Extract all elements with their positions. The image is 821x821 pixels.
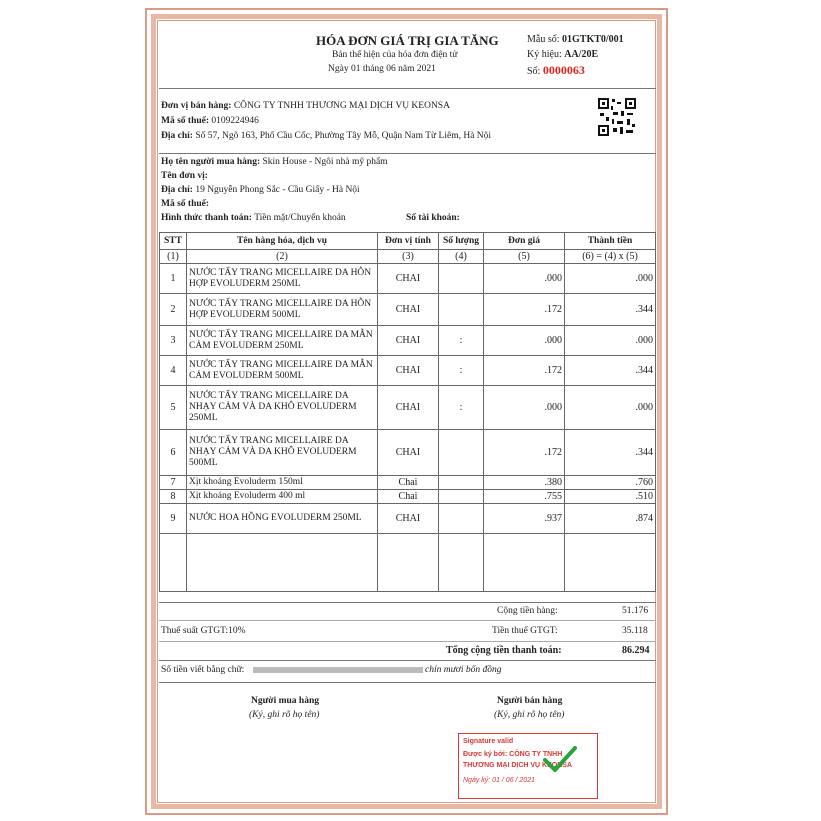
col-header-name: Tên hàng hóa, dịch vụ bbox=[187, 233, 378, 250]
vat-rate: Thuế suất GTGT:10% bbox=[161, 626, 246, 636]
row-unit: CHAI bbox=[378, 326, 439, 356]
empty-cell bbox=[378, 534, 439, 592]
divider bbox=[159, 660, 656, 661]
row-price: .380 bbox=[484, 476, 565, 490]
divider bbox=[159, 602, 656, 603]
row-unit: Chai bbox=[378, 490, 439, 504]
row-price: .172 bbox=[484, 430, 565, 476]
seller-address: Địa chỉ: Số 57, Ngõ 163, Phố Cầu Cốc, Phường Tây Mỗ, Quận Nam Từ Liêm, Hà Nội bbox=[161, 131, 492, 141]
redacted-text bbox=[253, 667, 423, 673]
row-item-name: NƯỚC TẨY TRANG MICELLAIRE DA HỖN HỢP EVOLUDERM 250ML bbox=[187, 264, 378, 294]
row-qty bbox=[439, 294, 484, 326]
table-row bbox=[160, 430, 656, 476]
row-qty bbox=[439, 264, 484, 294]
row-unit: CHAI bbox=[378, 386, 439, 430]
row-unit: CHAI bbox=[378, 430, 439, 476]
table-row bbox=[160, 264, 656, 294]
row-item-name: NƯỚC HOA HỒNG EVOLUDERM 250ML bbox=[187, 504, 378, 534]
row-price: .000 bbox=[484, 386, 565, 430]
total-value: 86.294 bbox=[622, 645, 650, 656]
row-stt: 3 bbox=[160, 326, 187, 356]
buyer-address: Địa chỉ: 19 Nguyễn Phong Sắc - Cầu Giấy - Hà Nội bbox=[161, 185, 360, 195]
row-qty bbox=[439, 430, 484, 476]
row-amount: .344 bbox=[565, 430, 656, 476]
row-stt: 4 bbox=[160, 356, 187, 386]
divider bbox=[159, 620, 656, 621]
row-amount: .344 bbox=[565, 356, 656, 386]
table-row bbox=[160, 356, 656, 386]
col-header-unit: Đơn vị tính bbox=[378, 233, 439, 250]
row-unit: CHAI bbox=[378, 504, 439, 534]
row-item-name: NƯỚC TẨY TRANG MICELLAIRE DA NHẠY CẢM VÀ DA KHÔ EVOLUDERM 250ML bbox=[187, 386, 378, 430]
row-amount: .760 bbox=[565, 476, 656, 490]
seller-signature-note: (Ký, ghi rõ họ tên) bbox=[494, 710, 565, 720]
row-amount: .344 bbox=[565, 294, 656, 326]
qr-code-icon bbox=[597, 97, 637, 137]
row-amount: .874 bbox=[565, 504, 656, 534]
row-qty: : bbox=[439, 356, 484, 386]
row-qty: : bbox=[439, 326, 484, 356]
items-table bbox=[159, 232, 656, 592]
row-amount: .000 bbox=[565, 264, 656, 294]
col-index: (3) bbox=[378, 250, 439, 264]
table-filler-row bbox=[160, 534, 656, 592]
row-stt: 6 bbox=[160, 430, 187, 476]
invoice-number: Số: 0000063 bbox=[527, 63, 585, 77]
divider bbox=[159, 641, 656, 642]
col-header-stt: STT bbox=[160, 233, 187, 250]
empty-cell bbox=[484, 534, 565, 592]
payment-method: Hình thức thanh toán: Tiền mặt/Chuyển khoản bbox=[161, 213, 346, 223]
vat-label: Tiền thuế GTGT: bbox=[492, 626, 558, 636]
vat-value: 35.118 bbox=[622, 626, 648, 636]
buyer-tax: Mã số thuế: bbox=[161, 199, 210, 209]
row-stt: 7 bbox=[160, 476, 187, 490]
col-index: (2) bbox=[187, 250, 378, 264]
row-item-name: NƯỚC TẨY TRANG MICELLAIRE DA MẪN CẢM EVOLUDERM 250ML bbox=[187, 326, 378, 356]
col-header-amount: Thành tiền bbox=[565, 233, 656, 250]
seller-tax: Mã số thuế: 0109224946 bbox=[161, 116, 259, 126]
buyer-signature-title: Người mua hàng bbox=[251, 696, 319, 706]
row-stt: 1 bbox=[160, 264, 187, 294]
row-unit: CHAI bbox=[378, 356, 439, 386]
row-item-name: NƯỚC TẨY TRANG MICELLAIRE DA HỖN HỢP EVOLUDERM 500ML bbox=[187, 294, 378, 326]
account-number: Số tài khoản: bbox=[406, 213, 460, 223]
buyer-unit: Tên đơn vị: bbox=[161, 171, 208, 181]
row-price: .937 bbox=[484, 504, 565, 534]
row-unit: CHAI bbox=[378, 294, 439, 326]
col-header-price: Đơn giá bbox=[484, 233, 565, 250]
empty-cell bbox=[160, 534, 187, 592]
seller-signature-title: Người bán hàng bbox=[497, 696, 563, 706]
table-row bbox=[160, 294, 656, 326]
row-price: .172 bbox=[484, 356, 565, 386]
divider bbox=[159, 153, 656, 154]
row-price: .172 bbox=[484, 294, 565, 326]
row-item-name: NƯỚC TẨY TRANG MICELLAIRE DA NHẠY CẢM VÀ DA KHÔ EVOLUDERM 500ML bbox=[187, 430, 378, 476]
row-amount: .000 bbox=[565, 326, 656, 356]
table-row bbox=[160, 490, 656, 504]
empty-cell bbox=[187, 534, 378, 592]
row-stt: 5 bbox=[160, 386, 187, 430]
row-price: .000 bbox=[484, 326, 565, 356]
empty-cell bbox=[439, 534, 484, 592]
buyer-signature-note: (Ký, ghi rõ họ tên) bbox=[249, 710, 320, 720]
subtotal-value: 51.176 bbox=[622, 606, 649, 616]
col-header-qty: Số lượng bbox=[439, 233, 484, 250]
col-index: (1) bbox=[160, 250, 187, 264]
invoice-date: Ngày 01 tháng 06 năm 2021 bbox=[328, 64, 436, 74]
divider bbox=[159, 682, 656, 683]
col-index: (4) bbox=[439, 250, 484, 264]
buyer-name: Họ tên người mua hàng: Skin House - Ngôi nhà mỹ phẩm bbox=[161, 157, 388, 167]
table-index-row bbox=[160, 250, 656, 264]
table-header-row bbox=[160, 233, 656, 250]
total-label: Tổng cộng tiền thanh toán: bbox=[446, 645, 562, 656]
invoice-title: HÓA ĐƠN GIÁ TRỊ GIA TĂNG bbox=[316, 33, 499, 48]
table-row bbox=[160, 326, 656, 356]
invoice-subtitle: Bản thể hiện của hóa đơn điện tử bbox=[332, 50, 458, 60]
checkmark-icon bbox=[543, 746, 577, 772]
row-amount: .000 bbox=[565, 386, 656, 430]
row-unit: Chai bbox=[378, 476, 439, 490]
subtotal-label: Cộng tiền hàng: bbox=[497, 606, 558, 616]
row-price: .755 bbox=[484, 490, 565, 504]
row-item-name: Xịt khoáng Evoluderm 400 ml bbox=[187, 490, 378, 504]
row-item-name: NƯỚC TẨY TRANG MICELLAIRE DA MẪN CẢM EVOLUDERM 500ML bbox=[187, 356, 378, 386]
invoice-symbol: Ký hiệu: AA/20E bbox=[527, 49, 599, 60]
row-qty bbox=[439, 490, 484, 504]
seller-name: Đơn vị bán hàng: CÔNG TY TNHH THƯƠNG MẠI DỊCH VỤ KEONSA bbox=[161, 101, 450, 111]
row-stt: 2 bbox=[160, 294, 187, 326]
row-stt: 8 bbox=[160, 490, 187, 504]
form-number: Mẫu số: 01GTKT0/001 bbox=[527, 34, 624, 45]
row-unit: CHAI bbox=[378, 264, 439, 294]
col-index: (5) bbox=[484, 250, 565, 264]
col-index: (6) = (4) x (5) bbox=[565, 250, 656, 264]
row-amount: .510 bbox=[565, 490, 656, 504]
row-qty bbox=[439, 476, 484, 490]
digital-signature-stamp: Signature valid Được ký bởi: CÔNG TY TNHH THƯƠNG MẠI DỊCH VỤ KEONSA Ngày ký: 01 / 06 / 2021 bbox=[458, 733, 598, 799]
table-row bbox=[160, 386, 656, 430]
row-qty bbox=[439, 504, 484, 534]
row-qty: : bbox=[439, 386, 484, 430]
row-stt: 9 bbox=[160, 504, 187, 534]
amount-in-words: Số tiền viết bằng chữ: chín mươi bốn đồng bbox=[161, 665, 502, 675]
empty-cell bbox=[565, 534, 656, 592]
row-item-name: Xịt khoáng Evoluderm 150ml bbox=[187, 476, 378, 490]
table-row bbox=[160, 476, 656, 490]
divider bbox=[159, 88, 656, 89]
row-price: .000 bbox=[484, 264, 565, 294]
table-row bbox=[160, 504, 656, 534]
